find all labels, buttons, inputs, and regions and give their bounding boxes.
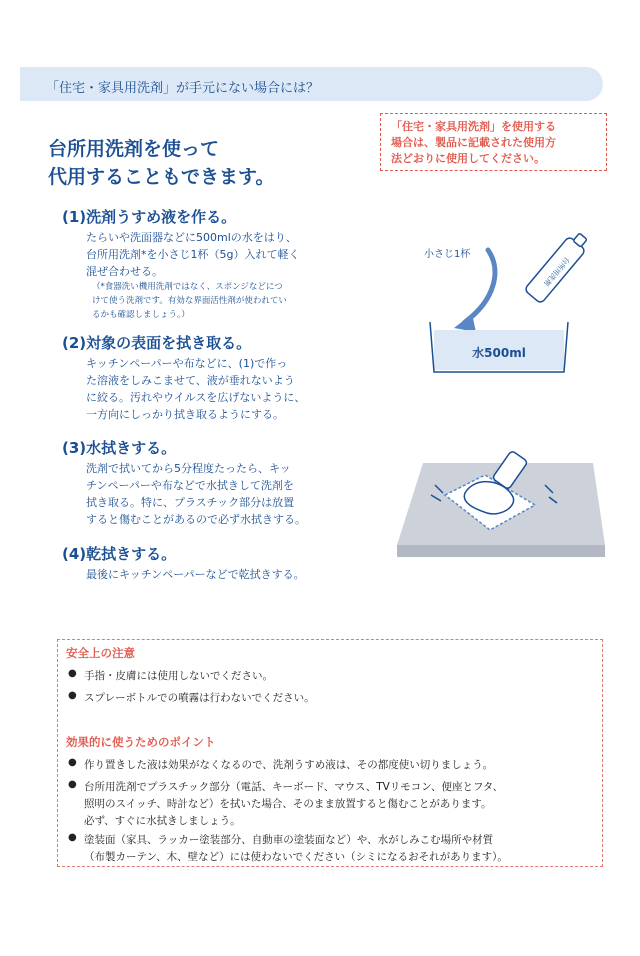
- notice-line: 場合は、製品に記載された使用方: [391, 136, 556, 149]
- bullet-icon: ●: [68, 832, 77, 843]
- pour-arrow: [465, 250, 495, 322]
- tip-item-cont: （布製カーテン、木、壁など）には使わないでください（シミになるおそれがあります）。: [84, 851, 508, 863]
- safety-item: 手指・皮膚には使用しないでください。: [84, 670, 273, 682]
- safety-item: スプレーボトルでの噴霧は行わないでください。: [84, 692, 315, 704]
- basin-label: 水500ml: [472, 346, 526, 360]
- tip-item: 塗装面（家具、ラッカー塗装部分、自動車の塗装面など）や、水がしみこむ場所や材質: [84, 834, 494, 846]
- step-1-note: けて使う洗剤です。有効な界面活性剤が使われてい: [92, 296, 287, 306]
- step-4-text: 最後にキッチンペーパーなどで乾拭きする。: [86, 568, 305, 581]
- step-2-title: (2)対象の表面を拭き取る。: [62, 334, 252, 352]
- step-3-text: 洗剤で拭いてから5分程度たったら、キッ: [86, 462, 291, 475]
- step-3-title: (3)水拭きする。: [62, 439, 177, 457]
- table-edge: [397, 545, 605, 557]
- bullet-icon: ●: [68, 668, 77, 679]
- step-3-text: すると傷むことがあるので必ず水拭きする。: [86, 513, 306, 526]
- step-2-text: た溶液をしみこませて、液が垂れないよう: [86, 374, 295, 387]
- tip-item: 作り置きした液は効果がなくなるので、洗剤うすめ液は、その都度使い切りましょう。: [84, 759, 494, 771]
- detergent-bottle-icon: [524, 230, 592, 304]
- step-2-text: に絞る。汚れやウイルスを広げないように、: [86, 391, 306, 404]
- usage-notice: [380, 113, 607, 171]
- tip-item: 台所用洗剤でプラスチック部分（電話、キーボード、マウス、TVリモコン、便座とフタ、: [84, 781, 504, 793]
- headline-line-1: 台所用洗剤を使って: [48, 138, 220, 160]
- wiping-illustration: [395, 445, 610, 565]
- step-2-text: 一方向にしっかり拭き取るようにする。: [86, 408, 284, 421]
- step-4-title: (4)乾拭きする。: [62, 545, 177, 563]
- spoon-label: 小さじ1杯: [424, 249, 471, 260]
- step-1-text: 混ぜ合わせる。: [86, 265, 163, 278]
- bottle-label: 台所用洗剤: [542, 255, 571, 288]
- notice-line: 法どおりに使用してください。: [391, 152, 545, 165]
- step-1-title: (1)洗剤うすめ液を作る。: [62, 208, 237, 226]
- bullet-icon: ●: [68, 757, 77, 768]
- step-2-text: キッチンペーパーや布などに、(1)で作っ: [86, 357, 288, 370]
- headline-line-2: 代用することもできます。: [48, 166, 275, 188]
- step-1-note: （*食器洗い機用洗剤ではなく、スポンジなどにつ: [92, 282, 283, 292]
- bullet-icon: ●: [68, 690, 77, 701]
- banner-title: 「住宅・家具用洗剤」が手元にない場合には？: [46, 81, 320, 96]
- step-1-note: るかも確認しましょう。）: [92, 310, 190, 320]
- safety-heading: 安全上の注意: [66, 646, 135, 660]
- step-3-text: チンペーパーや布などで水拭きして洗剤を: [86, 479, 294, 492]
- step-1-text: 台所用洗剤*を小さじ1杯（5g）入れて軽く: [86, 248, 300, 261]
- notice-line: 「住宅・家具用洗剤」を使用する: [391, 120, 556, 133]
- tips-heading: 効果的に使うためのポイント: [66, 735, 216, 749]
- step-3-text: 拭き取る。特に、プラスチック部分は放置: [86, 496, 295, 509]
- tip-item-cont: 照明のスイッチ、時計など）を拭いた場合、そのまま放置すると傷むことがあります。: [84, 798, 492, 810]
- tip-item-cont: 必ず、すぐに水拭きしましょう。: [84, 815, 241, 827]
- step-1-text: たらいや洗面器などに500mlの水をはり、: [86, 231, 297, 244]
- bullet-icon: ●: [68, 779, 77, 790]
